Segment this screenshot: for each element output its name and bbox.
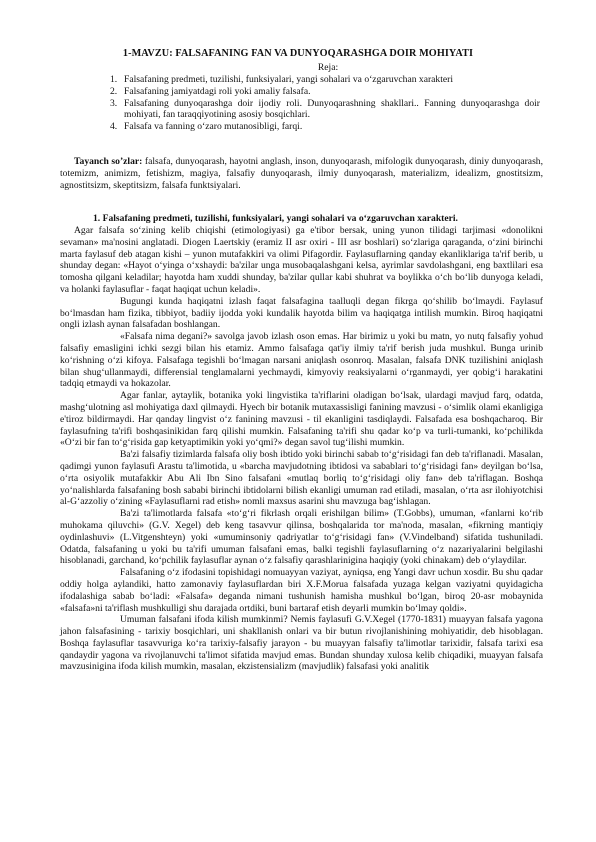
plan-list bbox=[110, 74, 540, 133]
paragraph: Falsafaning o‘z ifodasini topishidagi nomuayyan vaziyat, ayniqsa, eng Yangi davr uchun xosdir. Bu shu qadar oddiy holga aylandiki, hatto zamonaviy faylasuflardan biri X.F.Morua falsafada yuzaga kelgan vaziyatni quyidagicha ifodalashiga sabab bo‘ladi: «Falsafa» deganda nimani tushunish hamisha mushkul bo‘lgan, biroq 20-asr mobaynida «falsafa»ni ta'riflash mushkulligi shu darajada ortdiki, buni bartaraf etish deyarli mumkin bo‘lmay qoldi». bbox=[60, 567, 543, 614]
body-text bbox=[60, 225, 543, 673]
plan-item-number: 3. bbox=[110, 97, 118, 109]
paragraph: Ba'zi falsafiy tizimlarda falsafa oliy bosh ibtido yoki birinchi sabab to‘g‘risidagi fan deb ta'riflanadi. Masalan, qadimgi yunon faylasufi Arastu ta'limotida, u «barcha mavjudotning ibtidosi va sabablari to‘g‘risidagi fan» deyilgan bo‘lsa, o‘rta osiyolik mutafakkir Abu Ali Ibn Sino falsafani «mutlaq borliq to‘g‘risidagi oliy fan» deb ta'riflagan. Boshqa yo‘nalishlarda falsafaning bosh sababi birinchi ibtidolarni bilish ekanligi umuman rad etiladi, masalan, o‘rta asr ilohiyotchisi al-G‘azzoliy o‘zining «Faylasuflarni rad etish» nomli maxsus asarini shu mavzuga bag‘ishlagan. bbox=[60, 449, 543, 508]
paragraph: Agar fanlar, aytaylik, botanika yoki lingvistika ta'riflarini oladigan bo‘lsak, ulardagi mavjud farq, odatda, mashg‘ulotning asl mohiyatiga daxl qilmaydi. Hyech bir botanik mutaxassisligi fanining mavzusi - o‘simlik olami ekanligiga e'tiroz bildirmaydi. Har qanday lingvist o‘z fanining mavzusi - til ekanligini tasdiqlaydi. Falsafada esa boshqacharoq. Bir faylasufning ta'rifi boshqasinikidan farq qilishi mumkin. Falsafaning ta'rifi shu qadar ko‘p va turli-tumanki, ko‘pchilikda «O‘zi bir fan to‘g‘risida gap ketyaptimikin yoki yo‘qmi?» degan savol tug‘ilishi mumkin. bbox=[60, 390, 543, 449]
paragraph: Agar falsafa so‘zining kelib chiqishi (etimologiyasi) ga e'tibor bersak, uning yunon tilidagi tarjimasi «donolikni sevaman» ma'nosini anglatadi. Diogen Laertskiy (eramiz II asr oxiri - III asr boshlari) so‘zlariga qaraganda, o‘zini birinchi marta faylasuf deb atagan kishi – yunon mutafakkiri va olimi Pifagordir. Faylasuflarning qanday ekanliklariga ta'rif berib, u shunday degan: «Hayot o‘yinga o‘xshaydi: ba'zilar unga musobaqalashgani kelsa, ayrimlar savdolashgani, eng baxtlilari esa tomosha qilgani keladilar; hayotda ham xuddi shunday, ba'zilar qullar kabi shuhrat va boylikka o‘ch bo‘lib dunyoga keladi, va holanki faylasuflar - faqat haqiqat uchun keladi». bbox=[60, 225, 543, 295]
page-title: 1-MAVZU: FALSAFANING FAN VA DUNYOQARASHGA DOIR MOHIYATI bbox=[122, 48, 474, 59]
keywords-label: Tayanch so’zlar: bbox=[74, 156, 143, 167]
plan-heading: Reja: bbox=[317, 62, 339, 73]
plan-item-number: 1. bbox=[110, 74, 118, 85]
paragraph: Umuman falsafani ifoda kilish mumkinmi? Nemis faylasufi G.V.Xegel (1770-1831) muayyan falsafa yagona jahon falsafasining - tarixiy bosqichlari, uni shakllanish onlari va bir butun rivojlanishining mohiyatidir, deb hisoblagan. Boshqa faylasuflar tasavvuriga ko‘ra tarixiy-falsafiy jarayon - bu muayyan falsafiy ta'limotlar tarixidir, falsafa tarixi esa qandaydir yagona va rivojlanuvchi ta'limot sifatida mavjud emas. Bundan shunday xulosa kelib chiqadiki, muayyan falsafa mavzusinigina ifoda kilish mumkin, masalan, ekzistensializm (mavjudlik) falsafasi yoki analitik bbox=[60, 614, 543, 673]
plan-item bbox=[110, 98, 540, 122]
plan-item-text: Falsafa va fanning o‘zaro mutanosibligi, farqi. bbox=[124, 121, 303, 133]
plan-item-text: Falsafaning predmeti, tuzilishi, funksiyalari, yangi sohalari va o‘zgaruvchan xarakteri bbox=[124, 74, 454, 85]
plan-item-number: 4. bbox=[110, 121, 118, 133]
plan-item-text: Falsafaning jamiyatdagi roli yoki amaliy falsafa. bbox=[124, 85, 311, 97]
plan-item bbox=[110, 74, 540, 86]
plan-item bbox=[110, 121, 540, 133]
paragraph: «Falsafa nima degani?» savolga javob izlash oson emas. Har birimiz u yoki bu matn, yo nutq falsafiy yohud falsafiy emasligini ichki sezgi bilan his etamiz. Ammo falsafaga qat'iy ilmiy ta'rif berish juda mushkul. Bunga urinib ko‘rishning o‘zi kifoya. Falsafaga tegishli bo‘lmagan narsani aniqlash osonroq. Masalan, falsafa DNK tuzilishini aniqlash bilan shug‘ullanmaydi, differensial tenglamalarni yechmaydi, kimyoviy reaksiyalarni o‘rganmaydi, yer qobig‘i harakatini tadqiq etmaydi va hokazolar. bbox=[60, 331, 543, 390]
plan-item-number: 2. bbox=[110, 85, 118, 97]
plan-item-text: Falsafaning dunyoqarashga doir ijodiy roli. Dunyoqarashning shakllari.. Fanning dunyoqarashga doir mohiyati, fan taraqqiyotining asosiy bosqichlari. bbox=[124, 97, 540, 121]
paragraph: Ba'zi ta'limotlarda falsafa «to‘g‘ri fikrlash orqali erishilgan bilim» (T.Gobbs), umuman, «fanlarni ko‘rib muhokama qiluvchi» (G.V. Xegel) deb keng tasavvur qilinsa, boshqalarida tor ma'noda, masalan, «fikrning mantiqiy oydinlashuvi» (L.Vitgenshteyn) yoki «umuminsoniy qadriyatlar to‘g‘risidagi fan» (V.Vindelband) sifatida tushuniladi. Odatda, falsafaning u yoki bu ta'rifi umuman falsafani emas, balki tegishli faylasuflarning o‘z nazariyalarini belgilashi hisoblanadi, garchand, ko‘pchilik faylasuflar aynan o‘z falsafiy qarashlarinigina haqiqiy (yoki chinakam) deb o‘ylaydilar. bbox=[60, 508, 543, 567]
keywords-text: falsafa, dunyoqarash, hayotni anglash, inson, dunyoqarash, mifologik dunyoqarash, diniy dunyoqarash, totemizm, animizm, fetishizm, magiya, falsafiy dunyoqarash, ilmiy dunyoqarash, materializm, idealizm, gnostitsizm, agnostitsizm, skeptitsizm, falsafa funktsiyalari. bbox=[60, 156, 543, 191]
plan-item bbox=[110, 86, 540, 98]
keywords-paragraph bbox=[60, 156, 543, 191]
paragraph: Bugungi kunda haqiqatni izlash faqat falsafagina taalluqli degan fikrga qo‘shilib bo‘lmaydi. Faylasuf bo‘lmasdan ham fizika, tibbiyot, badiiy ijodda yoki kundalik hayotda bilim va haqiqatga intilish mumkin. Biroq haqiqatni ongli izlash aynan falsafadan boshlangan. bbox=[60, 295, 543, 331]
section-heading: 1. Falsafaning predmeti, tuzilishi, funksiyalari, yangi sohalari va o‘zgaruvchan xarakteri. bbox=[93, 213, 458, 224]
